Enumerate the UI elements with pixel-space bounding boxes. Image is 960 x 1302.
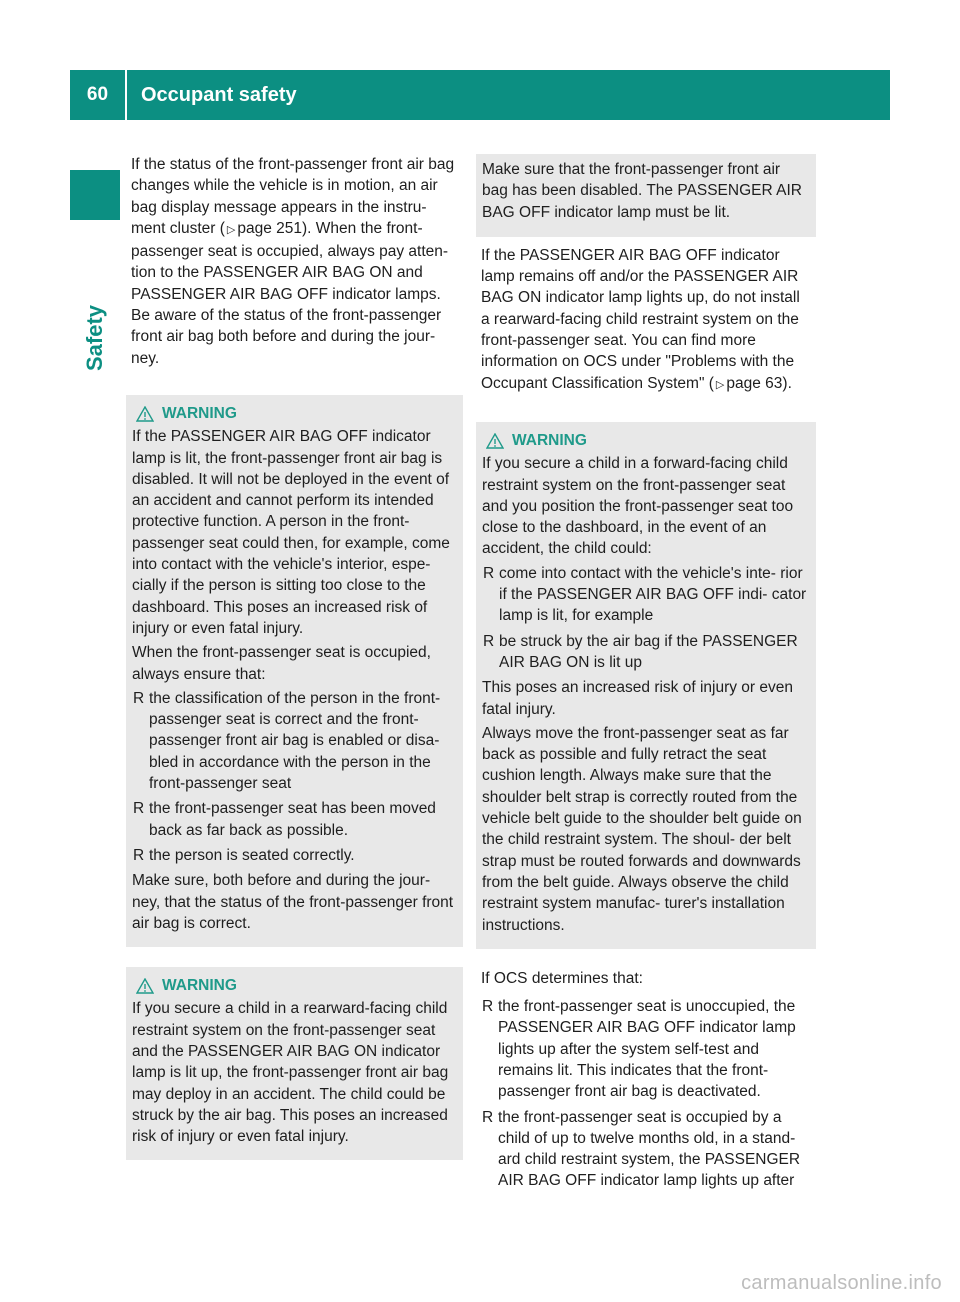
warning-text: Make sure, both before and during the jour- ney, that the status of the front-passenger front air bag is correct. — [132, 872, 454, 932]
warning-heading — [132, 975, 457, 996]
spacer — [131, 947, 458, 967]
warning-text: If you secure a child in a forward-facing child restraint system on the front-passenger seat and you position the front-passenger seat too close to the dashboard, in the event of an accident, the child could: — [482, 455, 794, 558]
bullet-icon: R — [133, 689, 145, 707]
info-text: Make sure that the front-passenger front air bag has been disabled. The PASSENGER AIR BAG OFF indicator lamp must be lit. — [482, 161, 802, 221]
warning-box — [126, 395, 463, 947]
warning-heading — [132, 403, 457, 424]
info-box — [476, 154, 816, 237]
body-paragraph: If OCS determines that: — [481, 969, 643, 987]
spacer — [481, 403, 811, 422]
warning-box — [476, 422, 816, 949]
warning-text: When the front-passenger seat is occupied, always ensure that: — [132, 644, 431, 683]
spacer — [131, 376, 458, 395]
warning-list — [132, 688, 457, 866]
warning-text: If the PASSENGER AIR BAG OFF indicator lamp is lit, the front-passenger front air bag is disabled. It will not be deployed in the event of an accident and cannot perform its intended protective function. A person in the front- passenger seat could then, for example, come into contact with the vehicle's interior, espe- cially if the person is sitting too close to the dashboard. This poses an increased risk of injury or even fatal injury. — [132, 428, 450, 637]
page-ref-arrow-icon: ▷ — [715, 378, 725, 391]
bullet-icon: R — [133, 846, 145, 864]
page-ref-arrow-icon: ▷ — [226, 223, 236, 236]
list-item: R be struck by the air bag if the PASSENGER AIR BAG ON is lit up — [483, 632, 798, 671]
footer-watermark: carmanualsonline.info — [741, 1272, 942, 1294]
list-item: R the front-passenger seat has been moved back as far back as possible. — [133, 800, 436, 839]
ocs-list — [481, 996, 811, 1192]
warning-title: WARNING — [512, 431, 587, 449]
bullet-icon: R — [482, 1108, 494, 1126]
page-title: Occupant safety — [141, 83, 297, 106]
page-ref-link[interactable]: page 63 — [726, 374, 783, 392]
list-item: R the classification of the person in the front- passenger seat is correct and the front- passenger front air bag is enabled or disa- bled in accordance with the person in the front-passenger seat — [133, 689, 441, 793]
left-column — [131, 154, 458, 1160]
warning-text: This poses an increased risk of injury or even fatal injury. — [482, 679, 794, 718]
warning-triangle-icon — [136, 978, 154, 994]
warning-text: Always move the front-passenger seat as far back as possible and fully retract the seat cushion length. Always make sure that the shoulder belt strap is correctly routed from the vehicle belt guide to the shoulder belt guide on the child restraint system. The shoul- der belt strap must be routed forwards and downwards from the belt guide. Always observe the child restraint system manufac- turer's installation instructions. — [482, 724, 802, 934]
bullet-icon: R — [482, 998, 494, 1016]
warning-text: If you secure a child in a rearward-facing child restraint system on the front-passenger seat and the PASSENGER AIR BAG ON indicator lamp is lit up, the front-passenger front air bag may deploy in an accident. The child could be struck by the air bag. This poses an increased risk of injury or even fatal injury. — [132, 1000, 449, 1146]
warning-title: WARNING — [162, 404, 237, 422]
list-item: R the front-passenger seat is occupied by a child of up to twelve months old, in a stand- ard child restraint system, the PASSENGER AIR BAG OFF indicator lamp lights up after — [482, 1108, 801, 1190]
bullet-icon: R — [133, 800, 145, 818]
warning-list — [482, 563, 810, 673]
page-number: 60 — [86, 84, 109, 105]
header-divider — [125, 70, 127, 120]
body-paragraph: If the PASSENGER AIR BAG OFF indicator lamp remains off and/or the PASSENGER AIR BAG ON indicator lamp lights up, do not install a rearward-facing child restraint system on the front-passenger seat. You can find more information on OCS under "Problems with the Occupant Classification System" ( ▷ page 63). — [481, 245, 811, 396]
warning-box — [126, 967, 463, 1160]
warning-heading — [482, 430, 810, 451]
warning-title: WARNING — [162, 977, 237, 995]
bullet-icon: R — [483, 564, 495, 582]
section-label: Safety — [82, 304, 107, 372]
list-item: R the front-passenger seat is unoccupied, the PASSENGER AIR BAG OFF indicator lamp lights up after the system self-test and remains lit. This indicates that the front- passenger front air bag is deactivated. — [482, 998, 796, 1101]
intro-paragraph: If the status of the front-passenger front air bag changes while the vehicle is in motion, an air bag display message appears in the instru- ment cluster ( ▷ page 251). When the front- passenger seat is occupied, always pay atten- tion to the PASSENGER AIR BAG ON and PASSENGER AIR BAG OFF indicator lamps. Be aware of the status of the front-passenger front air bag both before and during the jour- ney. — [131, 156, 455, 367]
spacer — [481, 949, 811, 968]
list-item: R the person is seated correctly. — [132, 845, 457, 866]
page-ref-link[interactable]: page 251 — [237, 219, 303, 237]
bullet-icon: R — [483, 632, 495, 650]
warning-triangle-icon — [486, 433, 504, 449]
warning-triangle-icon — [136, 406, 154, 422]
section-marker — [70, 170, 120, 220]
list-item: R come into contact with the vehicle's inte- rior if the PASSENGER AIR BAG OFF indi- cator lamp is lit, for example — [483, 564, 807, 625]
right-column — [481, 154, 811, 1196]
